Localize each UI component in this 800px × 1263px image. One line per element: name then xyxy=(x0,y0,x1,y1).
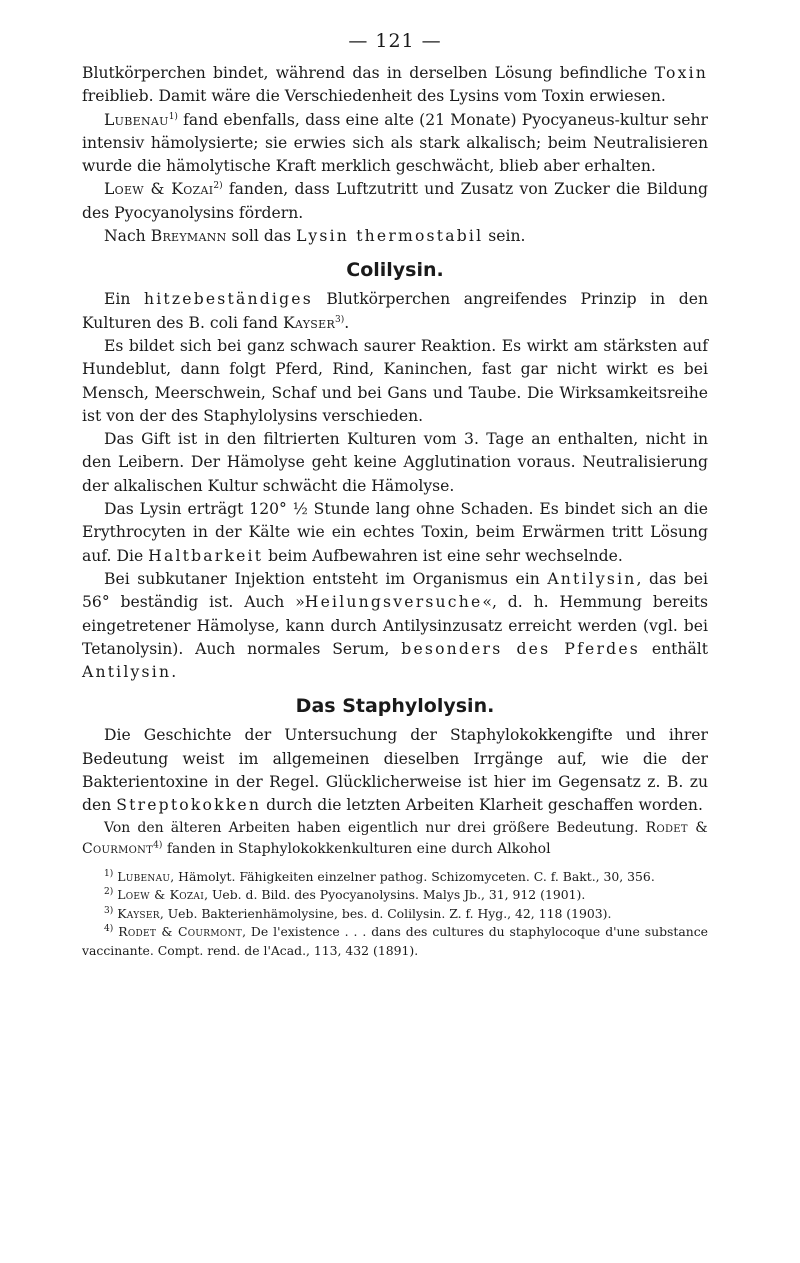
spaced-text: Antilysin xyxy=(82,663,172,682)
footnote-ref: 2) xyxy=(213,181,223,192)
text-run: Von den älteren Arbeiten haben eigentlich nur drei größere Bedeutung. xyxy=(104,819,646,836)
text-run: . xyxy=(171,663,177,682)
footnote-mark: 2) xyxy=(104,887,114,898)
text-run: , Ueb. d. Bild. des Pyocyanolysins. Malys Jb., 31, 912 (1901). xyxy=(204,887,586,903)
text-run: . xyxy=(344,313,350,332)
spaced-text: Antilysin xyxy=(547,569,637,588)
text-run: Die Geschichte der Untersuchung der Staphylokokkengifte und ihrer Bedeutung weist im allgemeinen dieselben Irrgänge auf, wie die der Bakterientoxine in der Regel. Glücklicherweise ist hier im Gegensatz z. B. zu den xyxy=(82,726,708,815)
paragraph-1 xyxy=(82,62,708,109)
spaced-text: Heilungsversuche xyxy=(304,593,483,612)
author-name: Loew & Kozai xyxy=(117,887,205,903)
text-run: soll das xyxy=(226,227,297,246)
paragraph-10 xyxy=(82,724,708,817)
text-run: Nach xyxy=(104,227,151,246)
page-content xyxy=(82,30,708,961)
paragraph-5 xyxy=(82,288,708,335)
paragraph-4 xyxy=(82,225,708,248)
text-run: Blutkörperchen bindet, während das in derselben Lösung befindliche xyxy=(82,64,655,82)
footnote-ref: 4) xyxy=(153,839,163,850)
spaced-text: Toxin xyxy=(654,64,708,82)
footnote-ref: 1) xyxy=(168,111,178,122)
author-name: Breymann xyxy=(150,227,227,246)
footnote-mark: 1) xyxy=(104,868,114,879)
paragraph-3 xyxy=(82,178,708,225)
author-name: Lubenau xyxy=(104,110,169,129)
text-run: fand ebenfalls, dass eine alte (21 Monate) Pyocyaneus-kultur sehr intensiv hämolysierte; sie erwies sich als stark alkalisch; beim Neutralisieren wurde die hämolytische Kraft merklich geschwächt, blieb aber erhalten. xyxy=(82,110,708,176)
spaced-text: Lysin thermostabil xyxy=(296,227,484,246)
author-name: Rodet & Courmont xyxy=(118,924,243,940)
section-heading-colilysin: Colilysin. xyxy=(346,259,444,282)
text-run: , Ueb. Bakterienhämolysine, bes. d. Colilysin. Z. f. Hyg., 42, 118 (1903). xyxy=(159,905,612,921)
text-run: , Hämolyt. Fähigkeiten einzelner pathog. Schizomyceten. C. f. Bakt., 30, 356. xyxy=(170,868,655,884)
text-run: Das Lysin erträgt 120° ½ Stunde lang ohne Schaden. Es bindet sich an die Erythrocyten in der Kälte wie ein echtes Toxin, beim Erwärmen tritt Lösung auf. Die xyxy=(82,500,708,565)
spaced-text: Haltbarkeit xyxy=(148,546,264,565)
text-run: fanden, dass Luftzutritt und Zusatz von Zucker die Bildung des Pyocyanolysins fördern. xyxy=(82,180,709,222)
paragraph-9 xyxy=(82,568,708,684)
footnote-mark: 3) xyxy=(104,905,114,916)
author-name: Kayser xyxy=(117,905,160,921)
author-name: Rodet & Courmont xyxy=(82,819,709,857)
spaced-text: Streptokokken xyxy=(116,796,262,815)
footnote-mark: 4) xyxy=(104,924,114,935)
paragraph-11 xyxy=(82,818,708,860)
paragraph-8 xyxy=(82,498,708,568)
section-heading-staphylolysin: Das Staphylolysin. xyxy=(295,695,495,718)
footnotes xyxy=(82,868,708,961)
text-run: , das bei 56° beständig ist. Auch » xyxy=(82,569,708,612)
paragraph-6: Es bildet sich bei ganz schwach saurer Reaktion. Es wirkt am stärksten auf Hundeblut, dann folgt Pferd, Rind, Kaninchen, fast gar nicht wirkt es bei Mensch, Meerschwein, Schaf und bei Gans und Taube. Die Wirksamkeitsreihe ist von der des Staphylolysins verschieden. xyxy=(82,336,708,425)
spaced-text: besonders des Pferdes xyxy=(401,639,640,658)
page-number: — 121 — xyxy=(348,30,442,52)
text-run: «, d. h. Hemmung bereits eingetretener Hämolyse, kann durch Antilysinzusatz erreicht werden (vgl. bei Tetanolysin). Auch normales Serum, xyxy=(82,593,708,658)
paragraph-7: Das Gift ist in den filtrierten Kulturen vom 3. Tage an enthalten, nicht in den Leibern. Der Hämolyse geht keine Agglutination voraus. Neutralisierung der alkalischen Kultur schwächt die Hämolyse. xyxy=(82,430,708,495)
text-run: fanden in Staphylokokkenkulturen eine durch Alkohol xyxy=(162,840,551,857)
text-run: Blutkörperchen angreifendes Prinzip in den Kulturen des B. coli fand xyxy=(82,290,708,332)
author-name: Kayser xyxy=(282,313,336,332)
text-run: , De l'existence . . . dans des cultures du staphylocoque d'une substance vaccinante. Compt. rend. de l'Acad., 113, 432 (1891). xyxy=(82,924,708,958)
paragraph-2 xyxy=(82,109,708,179)
text-run: enthält xyxy=(639,639,708,658)
spaced-text: hitzebeständiges xyxy=(143,290,313,309)
text-run: sein. xyxy=(483,227,526,246)
footnote xyxy=(82,868,708,887)
author-name: Loew & Kozai xyxy=(104,180,214,199)
text-run: beim Aufbewahren ist eine sehr wechselnde. xyxy=(263,546,623,565)
footnote xyxy=(82,923,708,960)
text-run: Bei subkutaner Injektion entsteht im Organismus ein xyxy=(104,569,548,588)
author-name: Lubenau xyxy=(117,868,171,884)
text-run: Ein xyxy=(104,290,144,309)
footnote xyxy=(82,905,708,924)
footnote-ref: 3) xyxy=(335,314,345,325)
text-run: freiblieb. Damit wäre die Verschiedenheit des Lysins vom Toxin erwiesen. xyxy=(82,87,666,106)
footnote xyxy=(82,886,708,905)
text-run: durch die letzten Arbeiten Klarheit geschaffen worden. xyxy=(261,796,703,815)
